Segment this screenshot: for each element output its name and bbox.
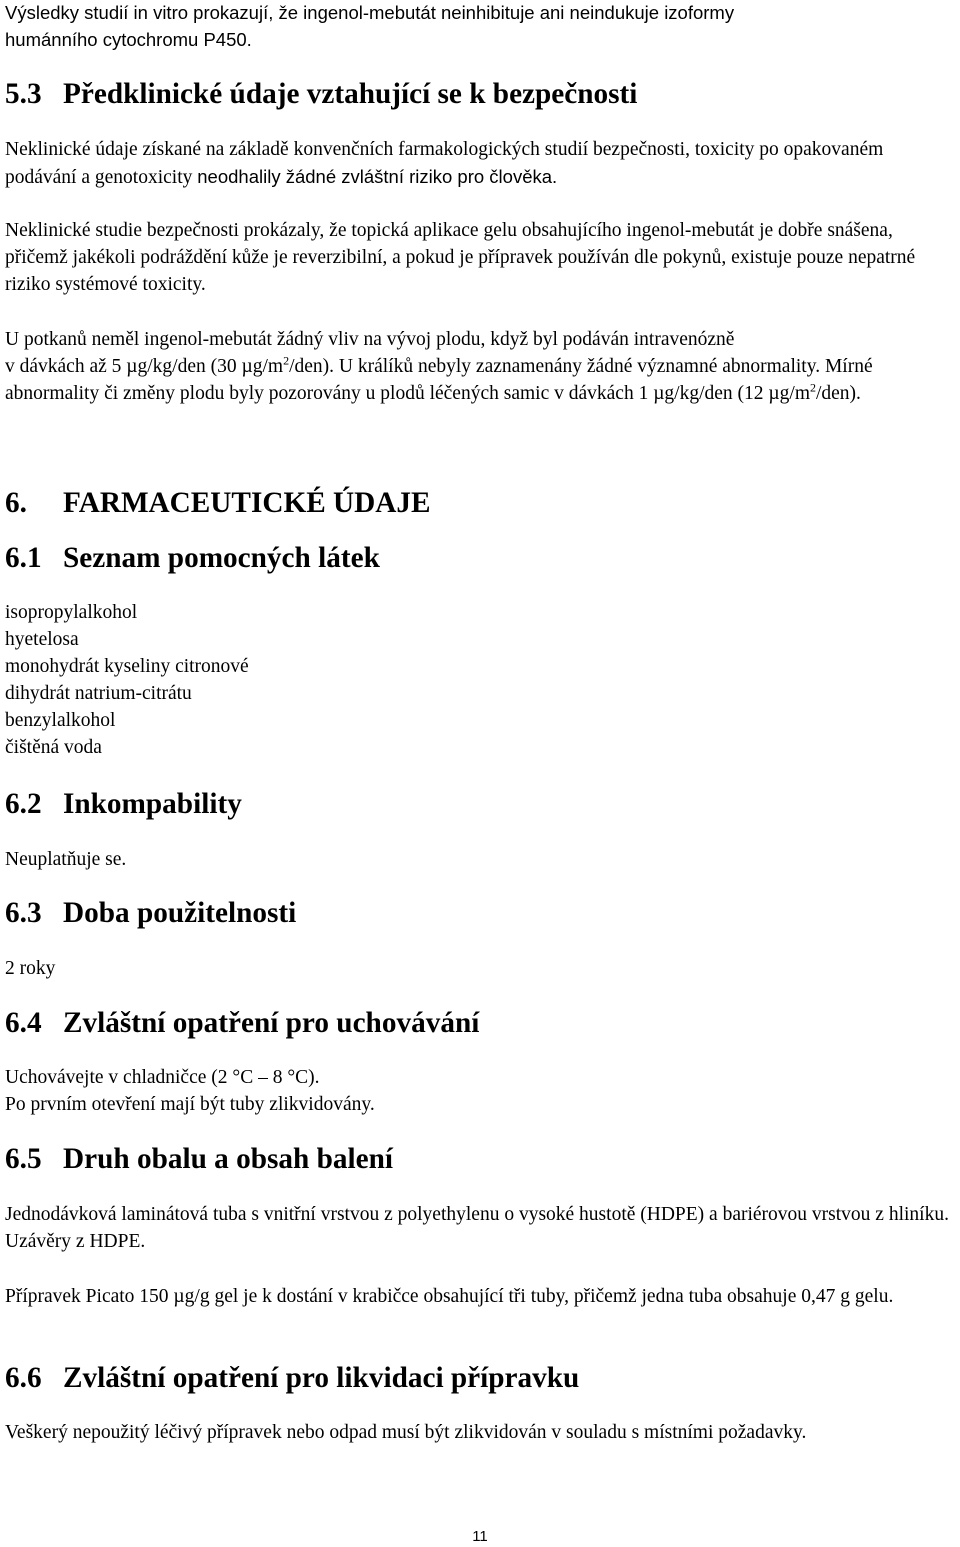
section-title: Inkompability	[63, 788, 242, 820]
paragraph-text-b: v dávkách až 5 µg/kg/den (30 µg/m	[5, 356, 284, 377]
section-6-heading	[5, 487, 945, 519]
paragraph-text-sans: neodhalily žádné zvláštní riziko pro člověka.	[197, 166, 558, 187]
superscript: 2	[809, 380, 816, 395]
superscript: 2	[283, 353, 290, 368]
section-6-5-paragraph-2: Přípravek Picato 150 µg/g gel je k dostání v krabičce obsahující tři tuby, přičemž jedna tuba obsahuje 0,47 g gelu.	[5, 1286, 894, 1307]
excipients-list	[5, 599, 960, 761]
section-number: 6.6	[5, 1362, 42, 1394]
section-title: Zvláštní opatření pro uchovávání	[63, 1007, 480, 1039]
top-paragraph	[5, 0, 905, 53]
section-6-6-text: Veškerý nepoužitý léčivý přípravek nebo odpad musí být zlikvidován v souladu s místními požadavky.	[5, 1422, 807, 1443]
section-number: 6.2	[5, 788, 42, 820]
section-title: Seznam pomocných látek	[63, 542, 380, 574]
section-5-3-paragraph-2: Neklinické studie bezpečnosti prokázaly, že topická aplikace gelu obsahujícího ingenol-mebutát je dobře snášena, přičemž jakékoli podráždění kůže je reverzibilní, a pokud je přípravek používán dle pokynů, existuje pouze nepatrné riziko systémové toxicity.	[5, 220, 916, 295]
top-paragraph-line1: Výsledky studií in vitro prokazují, že ingenol-mebutát neinhibituje ani neindukuje izoformy	[5, 2, 735, 23]
paragraph-text: Neklinické údaje získané na základě konvenčních farmakologických studií bezpečnosti, toxicity po opakovaném podávání a genotoxicity	[5, 139, 884, 188]
list-item: monohydrát kyseliny citronové	[5, 656, 249, 677]
section-6-6-heading	[5, 1362, 945, 1394]
section-6-1-heading	[5, 542, 945, 574]
section-6-2-heading	[5, 788, 945, 820]
storage-line-1: Uchovávejte v chladničce (2 °C – 8 °C).	[5, 1067, 320, 1088]
list-item: dihydrát natrium-citrátu	[5, 683, 192, 704]
list-item: čištěná voda	[5, 737, 102, 758]
paragraph-text-c: /den). U králíků nebyly zaznamenány žádné významné abnormality. Mírné abnormality či změny plodu byly pozorovány u plodů léčených samic v dávkách 1 µg/kg/den (12 µg/m	[5, 356, 873, 404]
section-6-5-paragraph-1: Jednodávková laminátová tuba s vnitřní vrstvou z polyethylenu o vysoké hustotě (HDPE) a bariérovou vrstvou z hliníku. Uzávěry z HDPE.	[5, 1204, 949, 1252]
top-paragraph-line2: humánního cytochromu P450.	[5, 29, 252, 50]
section-6-4-text	[5, 1064, 960, 1118]
section-number: 5.3	[5, 78, 42, 110]
page-number: 11	[472, 1528, 488, 1545]
section-number: 6.	[5, 487, 27, 519]
list-item: hyetelosa	[5, 629, 79, 650]
section-6-4-heading	[5, 1007, 945, 1039]
section-5-3-paragraph-3	[5, 326, 945, 407]
section-6-3-heading	[5, 897, 945, 929]
section-title: Druh obalu a obsah balení	[63, 1143, 393, 1175]
section-number: 6.1	[5, 542, 42, 574]
section-5-3-paragraph-1	[5, 136, 945, 191]
section-5-3-heading	[5, 78, 945, 110]
section-title: FARMACEUTICKÉ ÚDAJE	[63, 487, 431, 519]
section-title: Doba použitelnosti	[63, 897, 297, 929]
storage-line-2: Po prvním otevření mají být tuby zlikvidovány.	[5, 1094, 375, 1115]
section-number: 6.3	[5, 897, 42, 929]
list-item: isopropylalkohol	[5, 602, 138, 623]
section-6-5-heading	[5, 1143, 945, 1175]
section-6-2-text: Neuplatňuje se.	[5, 849, 127, 870]
section-number: 6.4	[5, 1007, 42, 1039]
section-6-3-text: 2 roky	[5, 958, 56, 979]
paragraph-text-a: U potkanů neměl ingenol-mebutát žádný vliv na vývoj plodu, když byl podáván intravenózně	[5, 329, 735, 350]
section-number: 6.5	[5, 1143, 42, 1175]
paragraph-text-d: /den).	[815, 383, 861, 404]
section-title: Předklinické údaje vztahující se k bezpečnosti	[63, 78, 638, 110]
list-item: benzylalkohol	[5, 710, 116, 731]
section-title: Zvláštní opatření pro likvidaci přípravku	[63, 1362, 580, 1394]
